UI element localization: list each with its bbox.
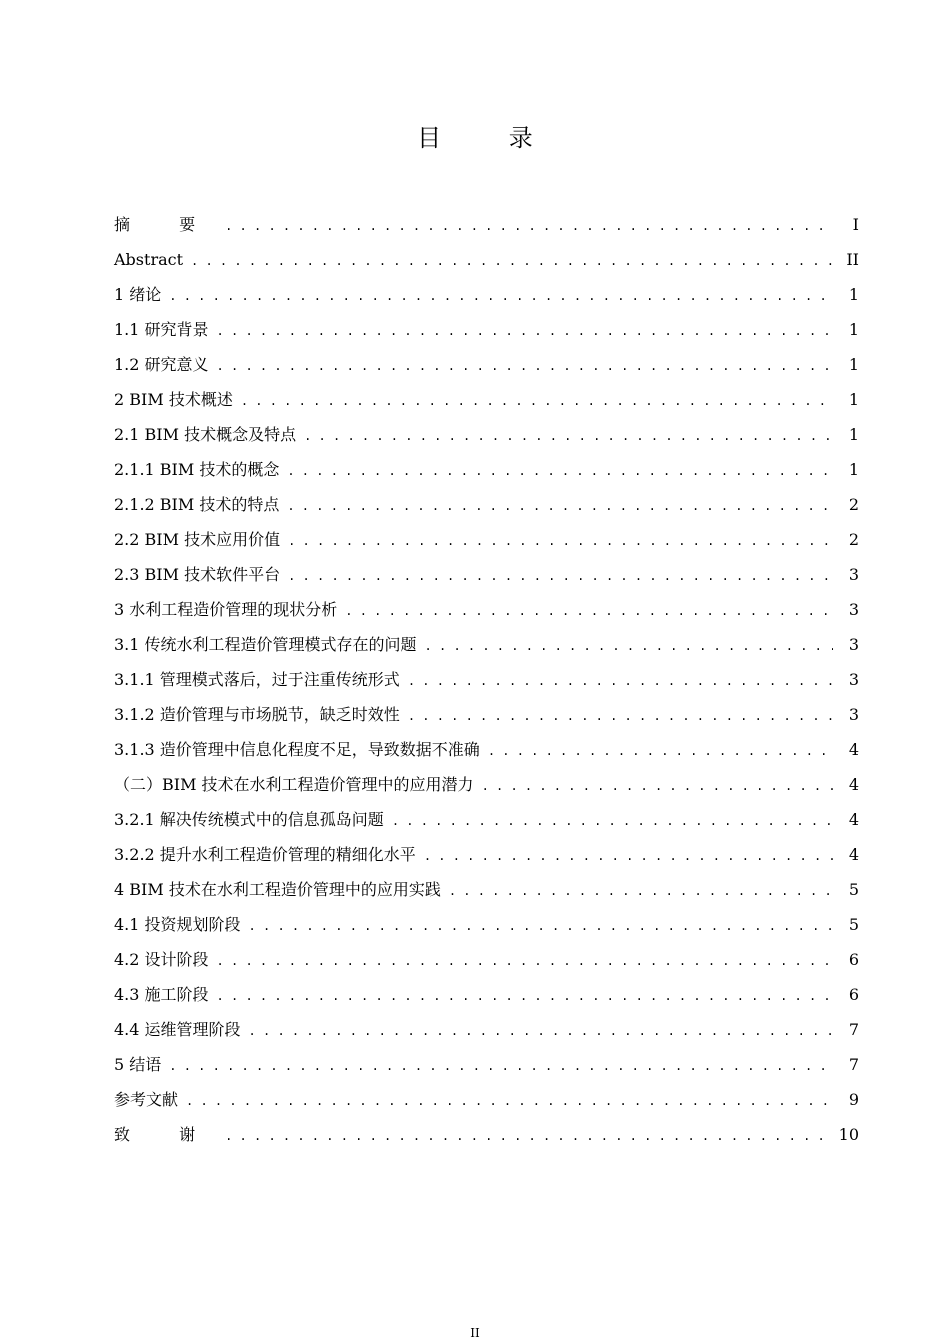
toc-leader-dots — [217, 347, 833, 384]
toc-leader-dots — [449, 872, 833, 909]
toc-entry-page: I — [852, 215, 859, 234]
toc-entry-label: 3.1 传统水利工程造价管理模式存在的问题 — [114, 635, 417, 654]
toc-leader-dots — [288, 522, 833, 559]
toc-leader-dots — [241, 382, 833, 419]
toc-leader-dots — [424, 837, 833, 874]
toc-entry-label: 摘 要 — [114, 215, 218, 234]
toc-entry-label: 参考文献 — [114, 1090, 179, 1109]
toc-leader-dots — [425, 627, 833, 664]
toc-entry-label: 1.1 研究背景 — [114, 320, 209, 339]
toc-entry-label: 2.2 BIM 技术应用价值 — [114, 530, 281, 549]
toc-entry-label: 4.1 投资规划阶段 — [114, 915, 241, 934]
toc-entry-label: 2.1.1 BIM 技术的概念 — [114, 460, 280, 479]
toc-entry-label: 3.1.2 造价管理与市场脱节，缺乏时效性 — [114, 705, 400, 724]
toc-entry-label: 3.2.1 解决传统模式中的信息孤岛问题 — [114, 810, 384, 829]
toc-entry-label: 3.1.3 造价管理中信息化程度不足，导致数据不准确 — [114, 740, 480, 759]
table-of-contents — [114, 207, 859, 1152]
toc-entry-page: 5 — [848, 915, 859, 934]
toc-entry[interactable] — [114, 1117, 859, 1152]
page-title: 目 录 — [417, 124, 563, 152]
toc-leader-dots — [482, 767, 833, 804]
toc-entry[interactable] — [114, 242, 859, 277]
toc-entry-page: 3 — [848, 635, 859, 654]
toc-entry-page: 4 — [848, 810, 859, 829]
toc-entry[interactable] — [114, 837, 859, 872]
toc-entry[interactable] — [114, 697, 859, 732]
toc-leader-dots — [408, 697, 833, 734]
toc-entry[interactable] — [114, 1012, 859, 1047]
toc-entry-page: 4 — [848, 845, 859, 864]
toc-entry[interactable] — [114, 557, 859, 592]
toc-leader-dots — [249, 1012, 833, 1049]
toc-leader-dots — [345, 592, 833, 629]
toc-entry-page: 2 — [848, 530, 859, 549]
toc-entry-label: 3 水利工程造价管理的现状分析 — [114, 600, 338, 619]
toc-leader-dots — [217, 977, 833, 1014]
toc-entry-label: 2.3 BIM 技术软件平台 — [114, 565, 281, 584]
toc-leader-dots — [186, 1082, 833, 1119]
toc-entry-page: 1 — [848, 460, 859, 479]
toc-leader-dots — [287, 452, 833, 489]
toc-entry-label: 4.2 设计阶段 — [114, 950, 209, 969]
toc-entry-label: 3.1.1 管理模式落后，过于注重传统形式 — [114, 670, 400, 689]
toc-leader-dots — [408, 662, 833, 699]
toc-entry-page: 2 — [848, 495, 859, 514]
toc-entry-page: 1 — [848, 390, 859, 409]
toc-entry[interactable] — [114, 452, 859, 487]
toc-entry-label: （二）BIM 技术在水利工程造价管理中的应用潜力 — [114, 775, 474, 794]
toc-leader-dots — [304, 417, 833, 454]
toc-entry-page: 1 — [848, 320, 859, 339]
toc-entry[interactable] — [114, 592, 859, 627]
toc-entry[interactable] — [114, 487, 859, 522]
toc-entry[interactable] — [114, 417, 859, 452]
page-number: II — [470, 1326, 480, 1340]
toc-entry-label: 2.1 BIM 技术概念及特点 — [114, 425, 297, 444]
toc-entry-label: 2 BIM 技术概述 — [114, 390, 233, 409]
toc-entry-page: 1 — [848, 425, 859, 444]
toc-entry[interactable] — [114, 382, 859, 417]
toc-entry-page: 5 — [848, 880, 859, 899]
toc-entry-label: 5 结语 — [114, 1055, 162, 1074]
toc-entry-label: 1 绪论 — [114, 285, 162, 304]
toc-entry-label: 致 谢 — [114, 1125, 218, 1144]
toc-entry-page: 3 — [848, 705, 859, 724]
toc-entry-page: II — [846, 250, 859, 269]
toc-entry[interactable] — [114, 662, 859, 697]
toc-entry[interactable] — [114, 627, 859, 662]
toc-entry-page: 6 — [848, 985, 859, 1004]
toc-leader-dots — [191, 242, 833, 279]
toc-entry-page: 3 — [848, 670, 859, 689]
toc-entry-page: 6 — [848, 950, 859, 969]
toc-entry-label: Abstract — [114, 250, 184, 269]
toc-entry-page: 7 — [848, 1020, 859, 1039]
toc-entry-page: 3 — [848, 600, 859, 619]
toc-entry-page: 10 — [838, 1125, 859, 1144]
toc-entry[interactable] — [114, 1082, 859, 1117]
toc-entry[interactable] — [114, 522, 859, 557]
toc-entry-label: 4.4 运维管理阶段 — [114, 1020, 241, 1039]
toc-entry-page: 1 — [848, 285, 859, 304]
toc-leader-dots — [392, 802, 833, 839]
toc-entry-page: 9 — [848, 1090, 859, 1109]
toc-leader-dots — [287, 487, 833, 524]
toc-entry[interactable] — [114, 907, 859, 942]
toc-entry[interactable] — [114, 767, 859, 802]
toc-leader-dots — [225, 1117, 831, 1154]
toc-entry-page: 4 — [848, 740, 859, 759]
toc-entry[interactable] — [114, 277, 859, 312]
toc-entry[interactable] — [114, 207, 859, 242]
toc-leader-dots — [288, 557, 833, 594]
toc-entry-label: 4.3 施工阶段 — [114, 985, 209, 1004]
toc-entry[interactable] — [114, 942, 859, 977]
toc-entry-label: 4 BIM 技术在水利工程造价管理中的应用实践 — [114, 880, 441, 899]
toc-entry[interactable] — [114, 347, 859, 382]
toc-leader-dots — [217, 942, 833, 979]
toc-entry-label: 3.2.2 提升水利工程造价管理的精细化水平 — [114, 845, 416, 864]
toc-leader-dots — [225, 207, 833, 244]
toc-leader-dots — [169, 277, 833, 314]
toc-entry[interactable] — [114, 802, 859, 837]
toc-entry[interactable] — [114, 977, 859, 1012]
toc-entry-page: 3 — [848, 565, 859, 584]
toc-entry[interactable] — [114, 312, 859, 347]
toc-entry-page: 7 — [848, 1055, 859, 1074]
toc-entry[interactable] — [114, 732, 859, 767]
toc-entry[interactable] — [114, 1047, 859, 1082]
toc-leader-dots — [488, 732, 833, 769]
toc-entry-label: 1.2 研究意义 — [114, 355, 209, 374]
toc-entry-page: 4 — [848, 775, 859, 794]
toc-entry-page: 1 — [848, 355, 859, 374]
toc-leader-dots — [217, 312, 833, 349]
toc-entry-label: 2.1.2 BIM 技术的特点 — [114, 495, 280, 514]
toc-entry[interactable] — [114, 872, 859, 907]
toc-leader-dots — [169, 1047, 833, 1084]
toc-leader-dots — [249, 907, 833, 944]
